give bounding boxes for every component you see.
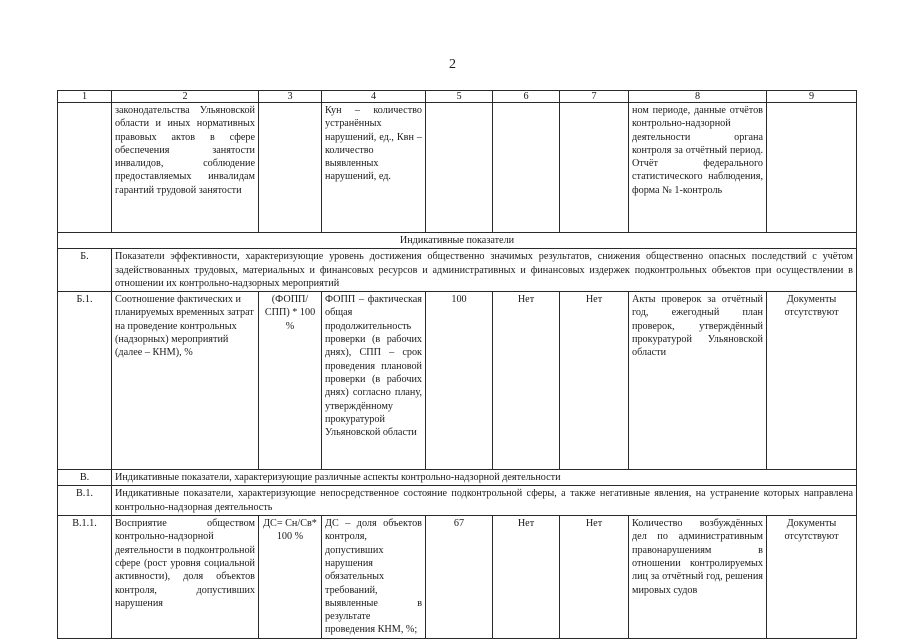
column-number: 4 [322, 91, 426, 103]
table-row [58, 292, 857, 470]
column-number: 3 [259, 91, 322, 103]
section-text: Индикативные показатели, характеризующие различные аспекты контрольно-надзорной деятельности [112, 470, 857, 486]
section-row [58, 470, 857, 486]
column-number: 1 [58, 91, 112, 103]
documents-cell: Документы отсутствуют [767, 292, 857, 470]
formula-explanation-cell: Кун – количество устранённых нарушений, ед., Квн – количество выявленных нарушений, ед. [322, 103, 426, 233]
section-text: Индикативные показатели, характеризующие непосредственное состояние подконтрольной сферы, а также негативные явления, на устранение которых направлена контрольно-надзорная деятельность [112, 486, 857, 516]
value-cell: 100 [426, 292, 493, 470]
section-row [58, 249, 857, 292]
column-number-row [58, 91, 857, 103]
formula-explanation-cell: ДС – доля объектов контроля, допустивших нарушения обязательных требований, выявленные в результате проведения КНМ, %; [322, 516, 426, 639]
page-number: 2 [449, 57, 456, 72]
section-code: В.1. [58, 486, 112, 516]
indicator-name-cell: законодательства Ульяновской области и иных нормативных правовых актов в сфере обеспечения занятости инвалидов, соблюдение предоставляемых инвалидам гарантий трудовой занятости [112, 103, 259, 233]
table-row [58, 516, 857, 639]
col6-cell: Нет [493, 516, 560, 639]
column-number: 5 [426, 91, 493, 103]
column-number: 6 [493, 91, 560, 103]
column-number: 8 [629, 91, 767, 103]
section-heading: Индикативные показатели [58, 233, 857, 249]
col6-cell: Нет [493, 292, 560, 470]
value-cell: 67 [426, 516, 493, 639]
data-source-cell: Акты проверок за отчётный год, ежегодный план проверок, утверждённый прокуратурой Ульяновской области [629, 292, 767, 470]
indicators-table [57, 90, 857, 639]
column-number: 9 [767, 91, 857, 103]
section-code: В. [58, 470, 112, 486]
row-code: Б.1. [58, 292, 112, 470]
section-heading-row [58, 233, 857, 249]
formula-explanation-cell: ФОПП – фактическая общая продолжительность проверки (в рабочих днях), СПП – срок проведения плановой проверки (в рабочих днях) согласно плану, утверждённому прокуратурой Ульяновской области [322, 292, 426, 470]
section-row [58, 486, 857, 516]
section-text: Показатели эффективности, характеризующие уровень достижения общественно значимых результатов, снижения общественно опасных последствий с учётом задействованных трудовых, материальных и финансовых ресурсов и административных и финансовых издержек подконтрольных объектов при осуществлении в отношении их контрольно-надзорных мероприятий [112, 249, 857, 292]
indicator-name-cell: Соотношение фактических и планируемых временных затрат на проведение контрольных (надзорных) мероприятий (далее – КНМ), % [112, 292, 259, 470]
column-number: 2 [112, 91, 259, 103]
documents-cell: Документы отсутствуют [767, 516, 857, 639]
continuation-row [58, 103, 857, 233]
column-number: 7 [560, 91, 629, 103]
formula-cell: ДС= Сн/Св* 100 % [259, 516, 322, 639]
data-source-cell: ном периоде, данные отчётов контрольно-надзорной деятельности органа контроля за отчётный период. Отчёт федерального статистического наблюдения, форма № 1-контроль [629, 103, 767, 233]
col7-cell: Нет [560, 292, 629, 470]
formula-cell: (ФОПП/СПП) * 100 % [259, 292, 322, 470]
section-code: Б. [58, 249, 112, 292]
row-code: В.1.1. [58, 516, 112, 639]
col7-cell: Нет [560, 516, 629, 639]
indicator-name-cell: Восприятие обществом контрольно-надзорной деятельности в подконтрольной сфере (рост уровня социальной активности), доля объектов контроля, допустивших нарушения [112, 516, 259, 639]
data-source-cell: Количество возбуждённых дел по административным правонарушениям в отношении контролируемых лиц за отчётный год, решения мировых судов [629, 516, 767, 639]
